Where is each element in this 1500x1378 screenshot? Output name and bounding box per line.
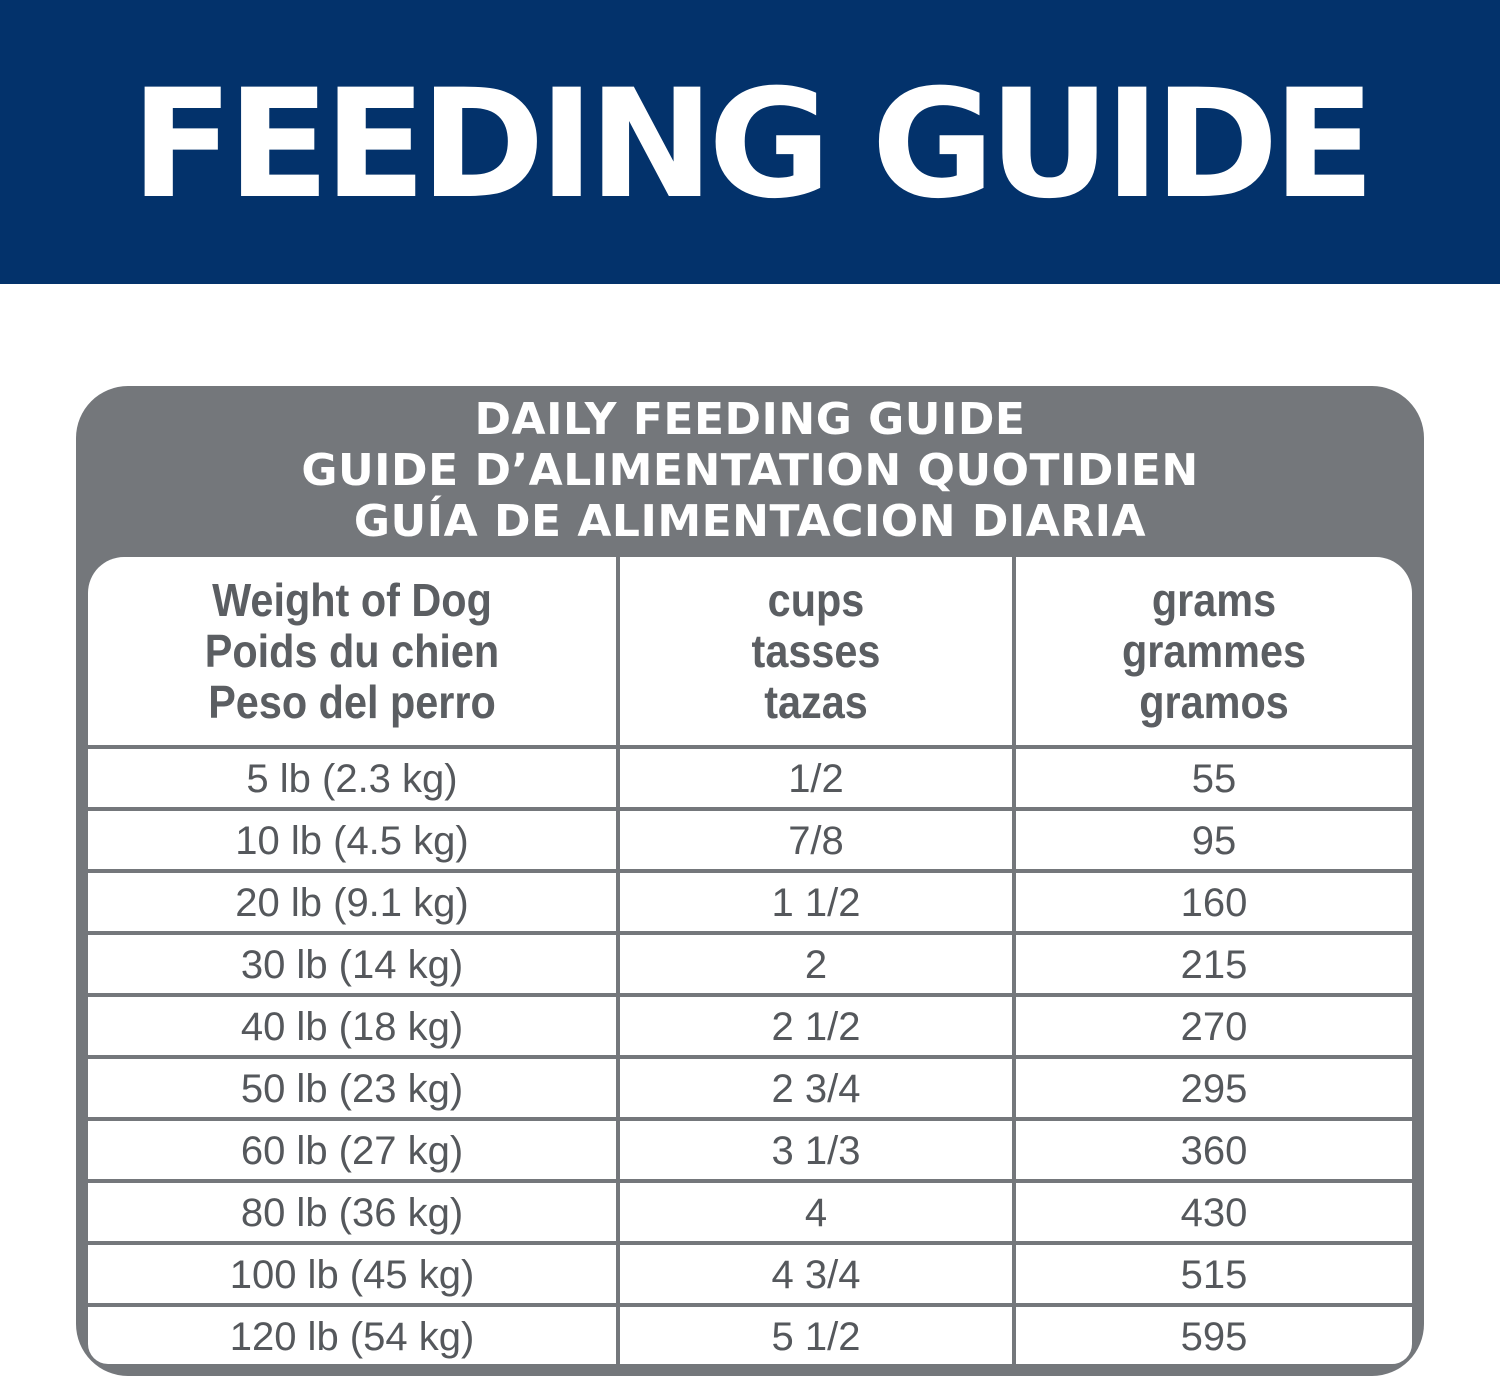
cell-weight: 80 lb (36 kg) <box>240 1191 464 1235</box>
cell-grams: 160 <box>1180 881 1248 925</box>
cell-cups: 4 3/4 <box>771 1253 861 1297</box>
header-cups: cups tasses tazas <box>751 574 881 728</box>
heading-english: DAILY FEEDING GUIDE <box>474 394 1026 445</box>
cell-grams: 270 <box>1180 1005 1248 1049</box>
cell-grams: 295 <box>1180 1067 1248 1111</box>
feeding-table <box>88 557 1412 1364</box>
cell-grams: 595 <box>1180 1315 1248 1359</box>
cell-grams: 95 <box>1191 819 1237 863</box>
cell-weight: 100 lb (45 kg) <box>229 1253 475 1297</box>
cell-weight: 60 lb (27 kg) <box>240 1129 464 1173</box>
cell-cups: 2 1/2 <box>771 1005 861 1049</box>
header-weight: Weight of Dog Poids du chien Peso del perro <box>204 574 500 728</box>
heading-french: GUIDE D’ALIMENTATION QUOTIDIEN <box>301 445 1199 496</box>
cell-cups: 2 3/4 <box>771 1067 861 1111</box>
cell-weight: 120 lb (54 kg) <box>229 1315 475 1359</box>
cell-weight: 20 lb (9.1 kg) <box>235 881 469 925</box>
cell-weight: 10 lb (4.5 kg) <box>235 819 469 863</box>
cell-cups: 2 <box>804 943 828 987</box>
cell-grams: 515 <box>1180 1253 1248 1297</box>
cell-weight: 30 lb (14 kg) <box>240 943 464 987</box>
cell-cups: 1/2 <box>788 757 844 801</box>
cell-cups: 3 1/3 <box>771 1129 861 1173</box>
cell-grams: 430 <box>1180 1191 1248 1235</box>
cell-grams: 215 <box>1180 943 1248 987</box>
cell-grams: 360 <box>1180 1129 1248 1173</box>
header-grams: grams grammes gramos <box>1121 574 1307 728</box>
cell-cups: 5 1/2 <box>771 1315 861 1359</box>
cell-cups: 1 1/2 <box>771 881 861 925</box>
cell-cups: 7/8 <box>788 819 844 863</box>
heading-spanish: GUÍA DE ALIMENTACION DIARIA <box>353 496 1147 547</box>
cell-cups: 4 <box>804 1191 828 1235</box>
cell-grams: 55 <box>1191 757 1237 801</box>
cell-weight: 50 lb (23 kg) <box>240 1067 464 1111</box>
panel-heading <box>76 394 1424 547</box>
cell-weight: 5 lb (2.3 kg) <box>246 757 458 801</box>
cell-weight: 40 lb (18 kg) <box>240 1005 464 1049</box>
page-title: FEEDING GUIDE <box>130 58 1370 232</box>
